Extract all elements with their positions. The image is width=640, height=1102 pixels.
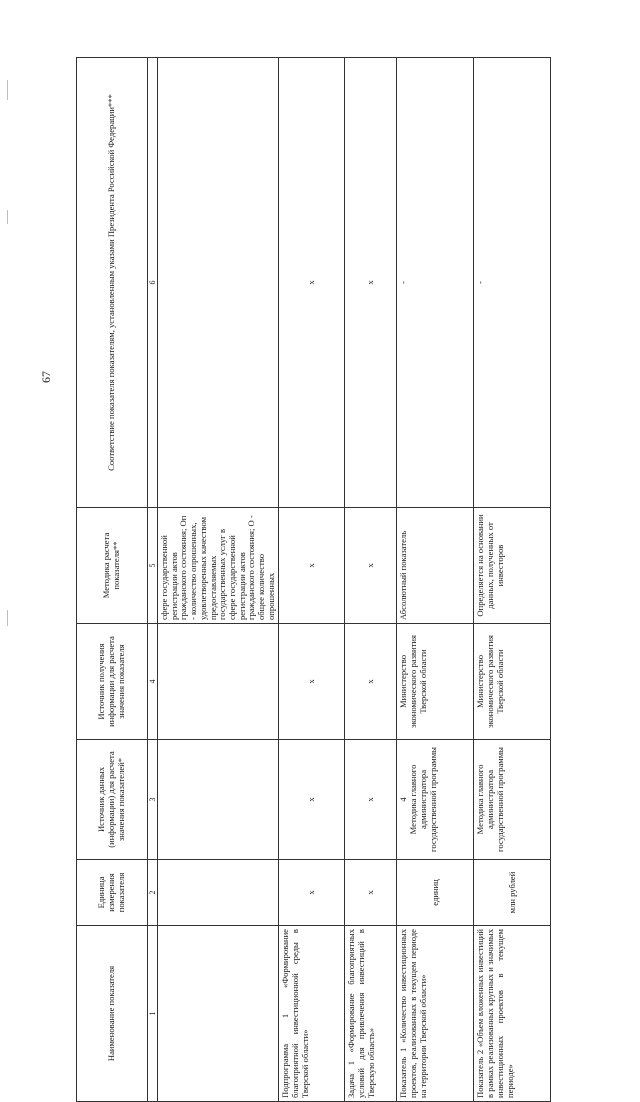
cell-name: [158, 926, 279, 1102]
cell-info-source: х: [345, 624, 397, 740]
column-number: 5: [148, 508, 158, 624]
scan-edge-mark: [7, 80, 8, 100]
cell-compliance: -: [397, 58, 474, 508]
cell-data-source: [397, 740, 474, 860]
scan-edge-mark: [7, 210, 8, 224]
header-compliance: Соответствие показателя показателям, установленным указами Президента Российской Федерации***: [77, 58, 148, 508]
method-text-line: сфере государственной регистрации актов гражданского состояния;: [159, 528, 189, 620]
cell-name: Показатель 2 «Объем вложенных инвестиций в рамках реализованных крупных и значимых инвестиционных проектов в текущем периоде»: [474, 926, 551, 1102]
cell-compliance: х: [279, 58, 345, 508]
method-text-line: О - общее количество опрошенных: [246, 515, 276, 620]
cell-data-source-text: Методика главного администратора государственной программы: [408, 747, 438, 852]
cell-method: Определяется на основании данных, полученных от инвесторов: [474, 508, 551, 624]
cell-compliance: х: [345, 58, 397, 508]
cell-compliance: -: [474, 58, 551, 508]
indicator-table: [76, 57, 551, 1102]
cell-method: Абсолютный показатель: [397, 508, 474, 624]
cell-unit: единиц: [397, 860, 474, 926]
cell-info-source: х: [279, 624, 345, 740]
cell-data-source: [158, 740, 279, 860]
column-number: 4: [148, 624, 158, 740]
cell-unit: [158, 860, 279, 926]
table-row: [397, 58, 474, 1102]
cell-data-source: х: [279, 740, 345, 860]
header-indicator-name: Наименование показателя: [77, 926, 148, 1102]
cell-info-source: [158, 624, 279, 740]
column-number: 3: [148, 740, 158, 860]
table-row: [345, 58, 397, 1102]
cell-info-source: Министерство экономического развития Тверской области: [474, 624, 551, 740]
table-header-row: [77, 58, 148, 1102]
column-number: 1: [148, 926, 158, 1102]
cell-data-source: х: [345, 740, 397, 860]
cell-data-source: Методика главного администратора государственной программы: [474, 740, 551, 860]
cell-compliance: [158, 58, 279, 508]
cell-method: [158, 508, 279, 624]
column-number: 6: [148, 58, 158, 508]
rotated-table-container: [76, 58, 574, 1102]
page-number: 67: [39, 371, 53, 383]
cell-name: Задача 1 «Формирование благоприятных условий для привлечения инвестиций в Тверскую область»: [345, 926, 397, 1102]
cell-unit: х: [279, 860, 345, 926]
cell-method: х: [345, 508, 397, 624]
column-number-row: [148, 58, 158, 1102]
cell-method: х: [279, 508, 345, 624]
header-unit: Единица измерения показателя: [77, 860, 148, 926]
scan-edge-mark: [7, 610, 8, 626]
cell-name: Показатель 1 «Количество инвестиционных проектов, реализованных в текущем периоде на территории Тверской области»: [397, 926, 474, 1102]
cell-unit: х: [345, 860, 397, 926]
cell-unit: млн рублей: [474, 860, 551, 926]
table-row: [158, 58, 279, 1102]
header-method: Методика расчета показателя**: [77, 508, 148, 624]
cell-data-source-number: 4: [398, 797, 409, 802]
method-text-line: Оп - количество опрошенных, удовлетворенных качеством предоставляемых государственных услуг в сфере государственной регистрации актов гражданского состояния;: [178, 515, 257, 620]
header-data-source: Источник данных (информации) для расчета значения показателей*: [77, 740, 148, 860]
column-number: 2: [148, 860, 158, 926]
cell-name: Подпрограмма 1 «Формирование благоприятной инвестиционной среды в Тверской области»: [279, 926, 345, 1102]
table-row: [474, 58, 551, 1102]
table-row: [279, 58, 345, 1102]
header-info-source: Источник получения информации для расчета значения показателя: [77, 624, 148, 740]
cell-info-source: Министерство экономического развития Тверской области: [397, 624, 474, 740]
